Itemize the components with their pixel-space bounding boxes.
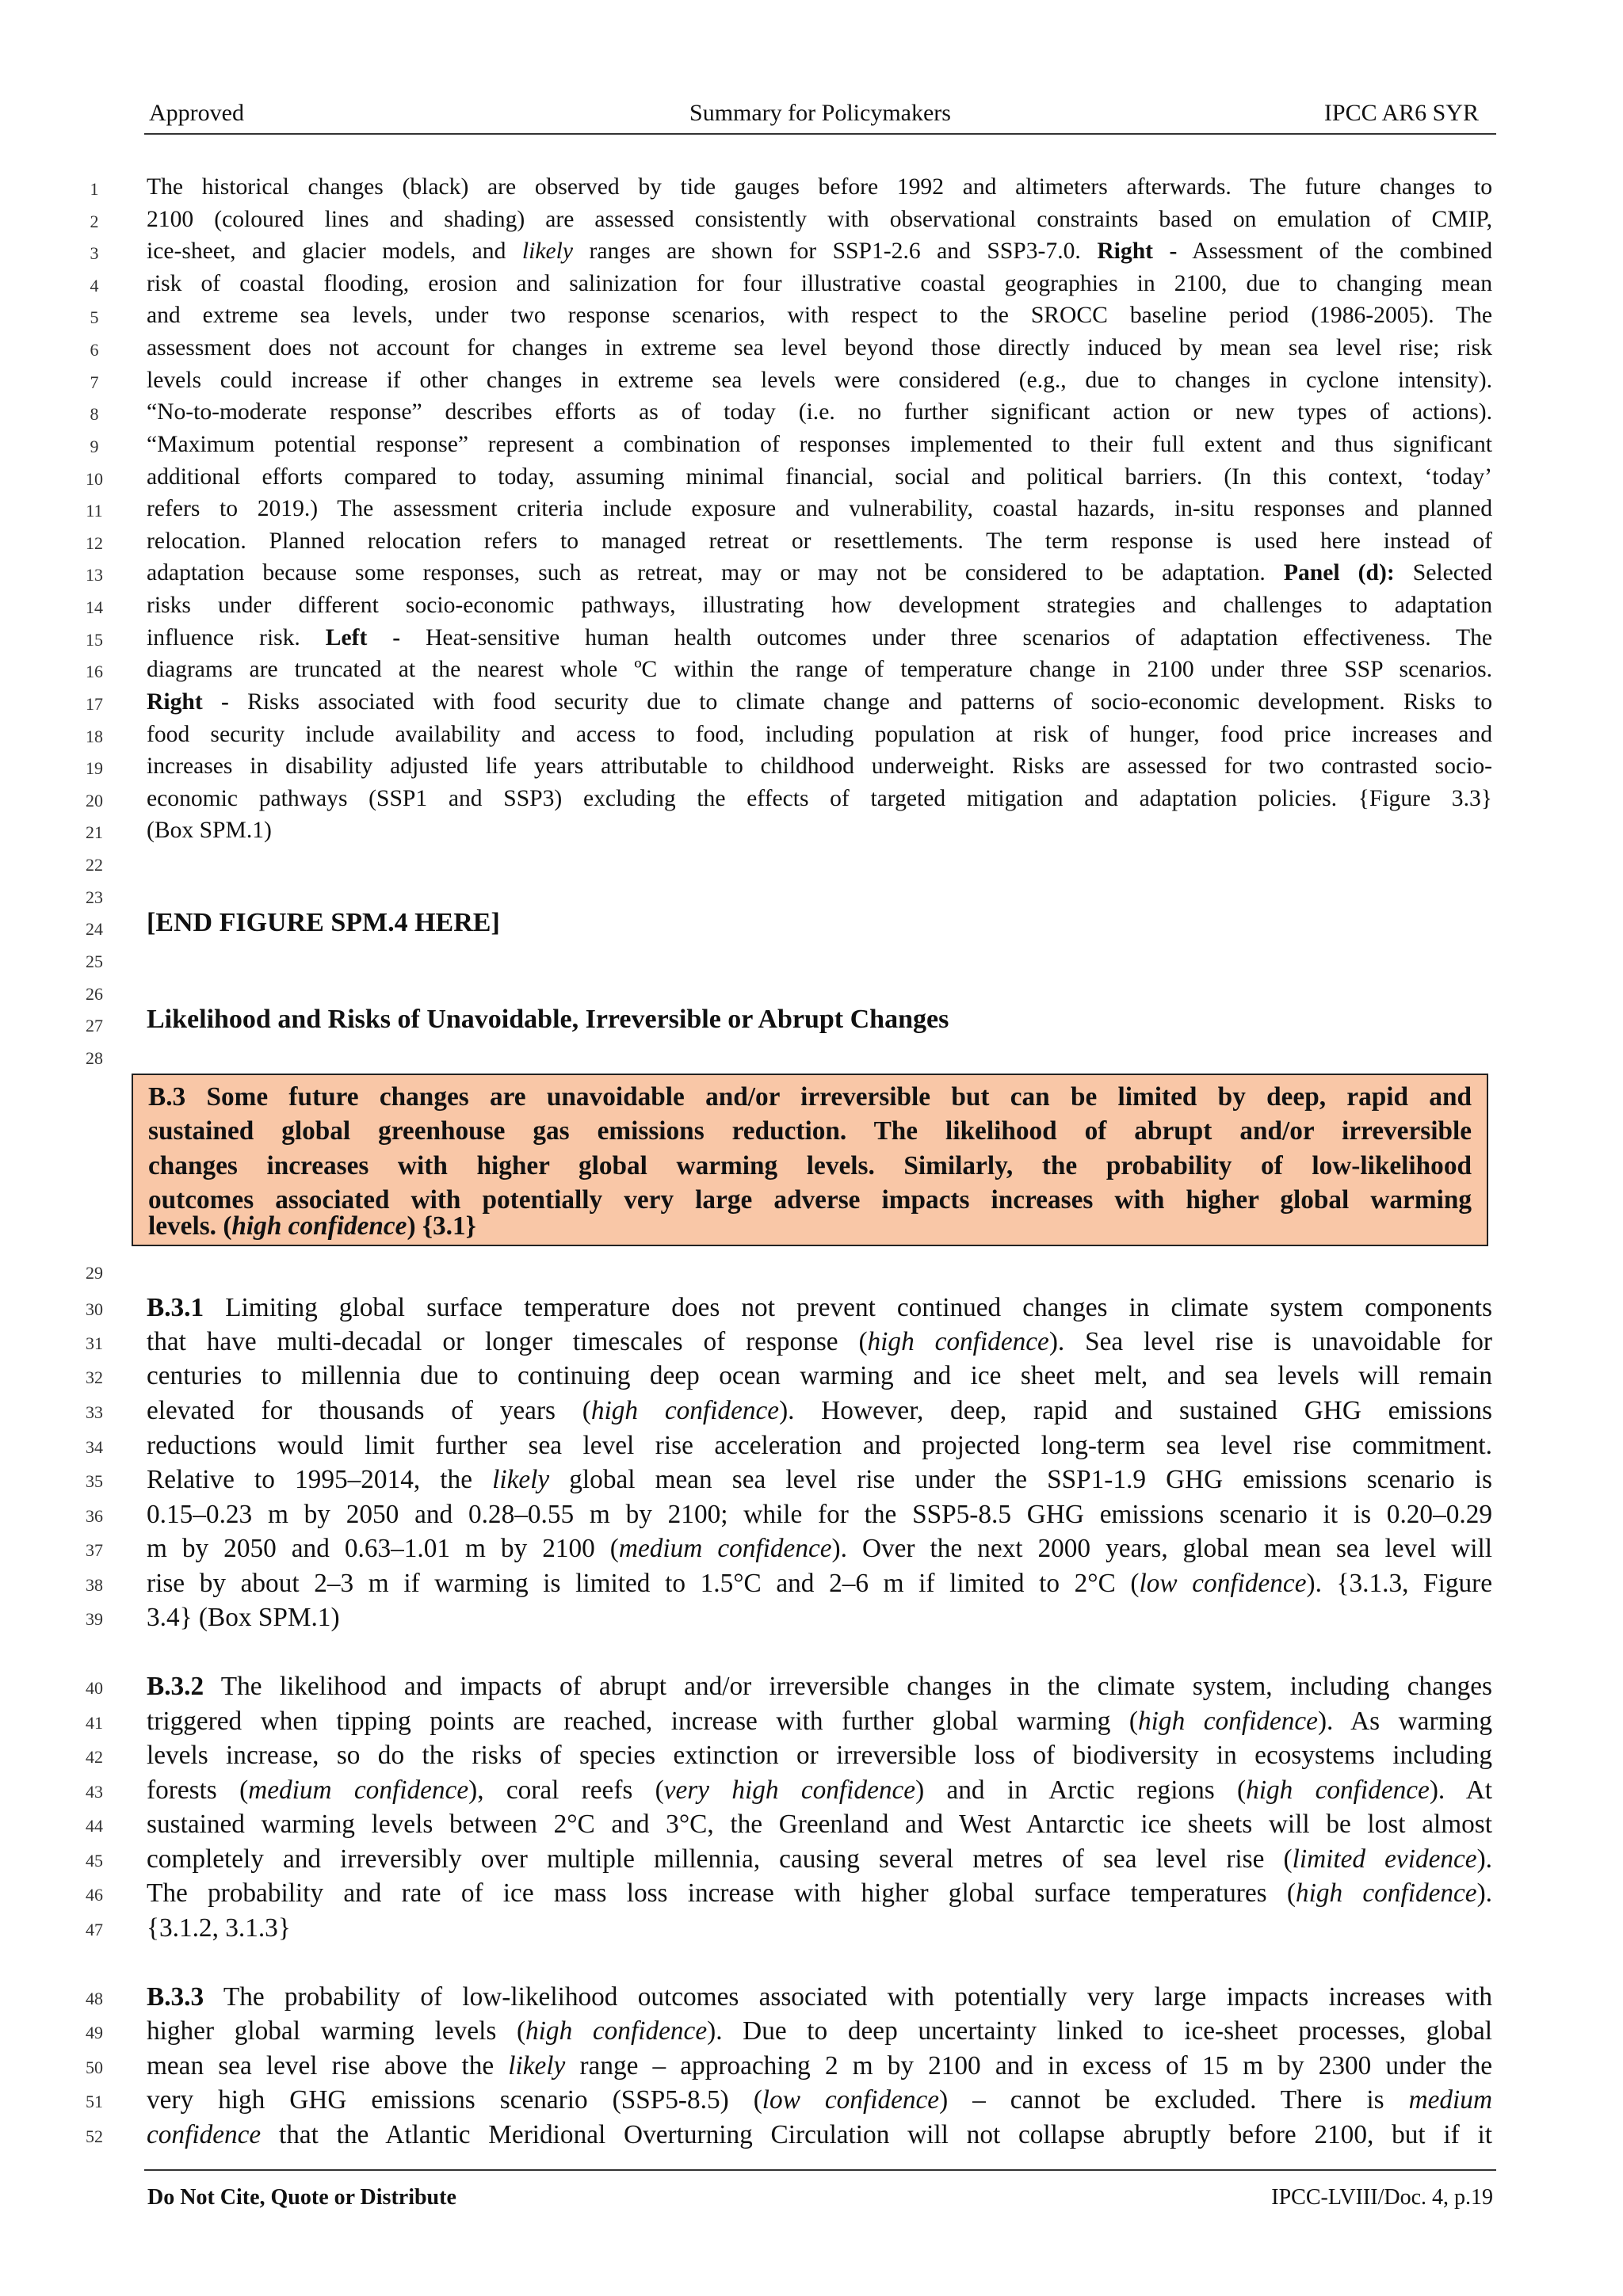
line-number: 50: [86, 2058, 103, 2077]
paragraph-line: triggered when tipping points are reached, increase with further global warming (high confidence). As warming: [147, 1707, 1492, 1736]
line-number: 34: [86, 1437, 103, 1457]
line-number: 8: [90, 404, 99, 424]
line-number: 36: [86, 1506, 103, 1526]
paragraph-line: that have multi-decadal or longer timescales of response (high confidence). Sea level rise is unavoidable for: [147, 1327, 1493, 1356]
paragraph-label: B.3.3: [147, 1982, 204, 2012]
line-number: 29: [86, 1263, 103, 1283]
header-status: Approved: [149, 100, 244, 126]
footer-doc-ref: IPCC-LVIII/Doc. 4, p.19: [1271, 2185, 1493, 2210]
caption-line: economic pathways (SSP1 and SSP3) excluding the effects of targeted mitigation and adaptation policies. {Figure 3.3}: [147, 786, 1492, 811]
paragraph-line: higher global warming levels (high confidence). Due to deep uncertainty linked to ice-sheet processes, global: [147, 2016, 1493, 2046]
caption-line: assessment does not account for changes in extreme sea level beyond those directly induced by mean sea level rise; risk: [147, 335, 1492, 360]
paragraph-line: 0.15–0.23 m by 2050 and 0.28–0.55 m by 2100; while for the SSP5-8.5 GHG emissions scenario it is 0.20–0.29: [147, 1500, 1492, 1529]
line-number: 45: [86, 1851, 103, 1871]
caption-line: diagrams are truncated at the nearest whole ºC within the range of temperature change in 2100 under three SSP scenarios.: [147, 657, 1492, 682]
line-number: 30: [86, 1299, 103, 1319]
caption-line: The historical changes (black) are observed by tide gauges before 1992 and altimeters afterwards. The future changes to: [147, 174, 1492, 200]
header-title: Summary for Policymakers: [689, 100, 951, 126]
line-number: 46: [86, 1885, 103, 1905]
line-number: 39: [86, 1609, 103, 1629]
caption-line: influence risk. Left - Heat-sensitive human health outcomes under three scenarios of adaptation effectiveness. The: [147, 625, 1493, 650]
line-number: 19: [86, 758, 103, 778]
line-number: 44: [86, 1816, 103, 1836]
line-number: 11: [86, 501, 103, 521]
line-number: 16: [86, 662, 103, 681]
caption-line: adaptation because some responses, such as retreat, may or may not be considered to be adaptation. Panel (d): Selected: [147, 560, 1493, 585]
paragraph-label: B.3.1: [147, 1293, 204, 1322]
line-number: 51: [86, 2092, 103, 2111]
line-number: 6: [90, 340, 99, 360]
paragraph-line: B.3.3 The probability of low-likelihood outcomes associated with potentially very large impacts increases with: [147, 1982, 1492, 2012]
paragraph-line: very high GHG emissions scenario (SSP5-8.5) (low confidence) – cannot be excluded. There is medium: [147, 2085, 1492, 2115]
paragraph-line: completely and irreversibly over multiple millennia, causing several metres of sea level rise (limited evidence).: [147, 1844, 1492, 1874]
line-number: 15: [86, 630, 103, 650]
caption-line: “Maximum potential response” represent a combination of responses implemented to their full extent and thus significant: [147, 432, 1492, 457]
page-header: [144, 98, 1496, 135]
caption-line: and extreme sea levels, under two response scenarios, with respect to the SROCC baseline period (1986-2005). The: [147, 303, 1492, 328]
line-number: 1: [90, 179, 99, 199]
caption-line: 2100 (coloured lines and shading) are assessed consistently with observational constraints based on emulation of CMIP,: [147, 207, 1492, 232]
line-number: 52: [86, 2126, 103, 2146]
line-number: 12: [86, 533, 103, 553]
line-number: 47: [86, 1920, 103, 1939]
header-report: IPCC AR6 SYR: [1323, 100, 1479, 126]
line-number: 32: [86, 1367, 103, 1387]
line-number: 48: [86, 1989, 103, 2008]
line-number: 9: [90, 437, 99, 456]
paragraph-line: sustained warming levels between 2°C and 3°C, the Greenland and West Antarctic ice sheets will be lost almost: [147, 1810, 1492, 1839]
caption-line: “No-to-moderate response” describes efforts as of today (i.e. no further significant action or new types of actions).: [147, 399, 1492, 425]
line-number: 5: [90, 307, 99, 327]
line-number: 18: [86, 727, 103, 746]
caption-line: relocation. Planned relocation refers to managed retreat or resettlements. The term response is used here instead of: [147, 528, 1492, 554]
paragraph-line: mean sea level rise above the likely range – approaching 2 m by 2100 and in excess of 15 m by 2300 under the: [147, 2051, 1493, 2081]
caption-line: Right - Risks associated with food security due to climate change and patterns of socio-economic development. Risks to: [147, 689, 1492, 715]
paragraph-line: B.3.1 Limiting global surface temperature does not prevent continued changes in climate system components: [147, 1293, 1492, 1322]
line-number: 25: [86, 952, 103, 971]
line-number: 28: [86, 1048, 103, 1068]
callout-line: changes increases with higher global warming levels. Similarly, the probability of low-likelihood: [148, 1151, 1472, 1180]
line-number: 21: [86, 822, 103, 842]
line-number: 13: [86, 565, 103, 585]
caption-line: additional efforts compared to today, assuming minimal financial, social and political barriers. (In this context, ‘today’: [147, 464, 1492, 490]
caption-line: risk of coastal flooding, erosion and salinization for four illustrative coastal geographies in 2100, due to changing mean: [147, 271, 1492, 296]
headline-statement-box: [132, 1074, 1488, 1246]
caption-line: food security include availability and access to food, including population at risk of hunger, food price increases and: [147, 722, 1492, 747]
line-number: 10: [86, 469, 103, 489]
line-number: 24: [86, 919, 103, 939]
line-number: 37: [86, 1540, 103, 1560]
line-number: 33: [86, 1402, 103, 1422]
line-number: 43: [86, 1782, 103, 1802]
line-number: 35: [86, 1471, 103, 1491]
callout-line: B.3 Some future changes are unavoidable and/or irreversible but can be limited by deep, rapid and: [148, 1082, 1472, 1112]
callout-line: levels. (high confidence) {3.1}: [148, 1211, 476, 1241]
line-number: 23: [86, 887, 103, 907]
line-number: 41: [86, 1713, 103, 1733]
paragraph-line: B.3.2 The likelihood and impacts of abrupt and/or irreversible changes in the climate system, including changes: [147, 1672, 1492, 1701]
caption-line: levels could increase if other changes in extreme sea levels were considered (e.g., due to changes in cyclone intensity).: [147, 368, 1492, 393]
line-number: 4: [90, 276, 99, 296]
paragraph-line: {3.1.2, 3.1.3}: [147, 1913, 291, 1943]
line-number: 49: [86, 2023, 103, 2042]
line-number: 17: [86, 694, 103, 714]
caption-line: refers to 2019.) The assessment criteria include exposure and vulnerability, coastal hazards, in-situ responses and planned: [147, 496, 1492, 521]
paragraph-line: reductions would limit further sea level rise acceleration and projected long-term sea level rise commitment.: [147, 1431, 1492, 1460]
line-number: 31: [86, 1333, 103, 1353]
footer-notice: Do Not Cite, Quote or Distribute: [147, 2185, 456, 2210]
line-number: 7: [90, 372, 99, 392]
line-number: 26: [86, 984, 103, 1004]
section-heading: Likelihood and Risks of Unavoidable, Irreversible or Abrupt Changes: [147, 1005, 949, 1034]
paragraph-line: confidence that the Atlantic Meridional Overturning Circulation will not collapse abruptly before 2100, but if it: [147, 2120, 1492, 2149]
paragraph-line: levels increase, so do the risks of species extinction or irreversible loss of biodiversity in ecosystems including: [147, 1741, 1492, 1770]
page-footer: [144, 2169, 1496, 2210]
end-figure-marker: [END FIGURE SPM.4 HERE]: [147, 908, 500, 937]
paragraph-line: forests (medium confidence), coral reefs (very high confidence) and in Arctic regions (high confidence). At: [147, 1775, 1493, 1805]
caption-line: increases in disability adjusted life years attributable to childhood underweight. Risks are assessed for two contrasted socio-: [147, 753, 1492, 779]
line-number: 40: [86, 1678, 103, 1698]
line-number: 22: [86, 855, 103, 875]
caption-line: ice-sheet, and glacier models, and likely ranges are shown for SSP1-2.6 and SSP3-7.0. Right - Assessment of the combined: [147, 238, 1492, 264]
line-number: 27: [86, 1016, 103, 1035]
paragraph-line: Relative to 1995–2014, the likely global mean sea level rise under the SSP1-1.9 GHG emissions scenario is: [147, 1465, 1492, 1494]
paragraph-line: centuries to millennia due to continuing deep ocean warming and ice sheet melt, and sea levels will remain: [147, 1361, 1492, 1390]
callout-line: outcomes associated with potentially very large adverse impacts increases with higher global warming: [148, 1185, 1472, 1215]
paragraph-line: The probability and rate of ice mass loss increase with higher global surface temperatures (high confidence).: [147, 1878, 1492, 1908]
paragraph-line: rise by about 2–3 m if warming is limited to 1.5°C and 2–6 m if limited to 2°C (low confidence). {3.1.3, Figure: [147, 1569, 1492, 1598]
line-number: 38: [86, 1575, 103, 1595]
callout-line: sustained global greenhouse gas emissions reduction. The likelihood of abrupt and/or irreversible: [148, 1116, 1472, 1146]
paragraph-line: elevated for thousands of years (high confidence). However, deep, rapid and sustained GHG emissions: [147, 1396, 1492, 1425]
line-number: 14: [86, 597, 103, 617]
line-number: 42: [86, 1747, 103, 1767]
paragraph-line: m by 2050 and 0.63–1.01 m by 2100 (medium confidence). Over the next 2000 years, global mean sea level will: [147, 1534, 1492, 1563]
paragraph-label: B.3.2: [147, 1672, 204, 1701]
paragraph-line: 3.4} (Box SPM.1): [147, 1603, 340, 1632]
line-number: 2: [90, 212, 99, 231]
line-number: 20: [86, 791, 103, 810]
caption-line: risks under different socio-economic pathways, illustrating how development strategies and challenges to adaptation: [147, 593, 1492, 618]
line-number: 3: [90, 243, 99, 263]
caption-line: (Box SPM.1): [147, 818, 272, 843]
